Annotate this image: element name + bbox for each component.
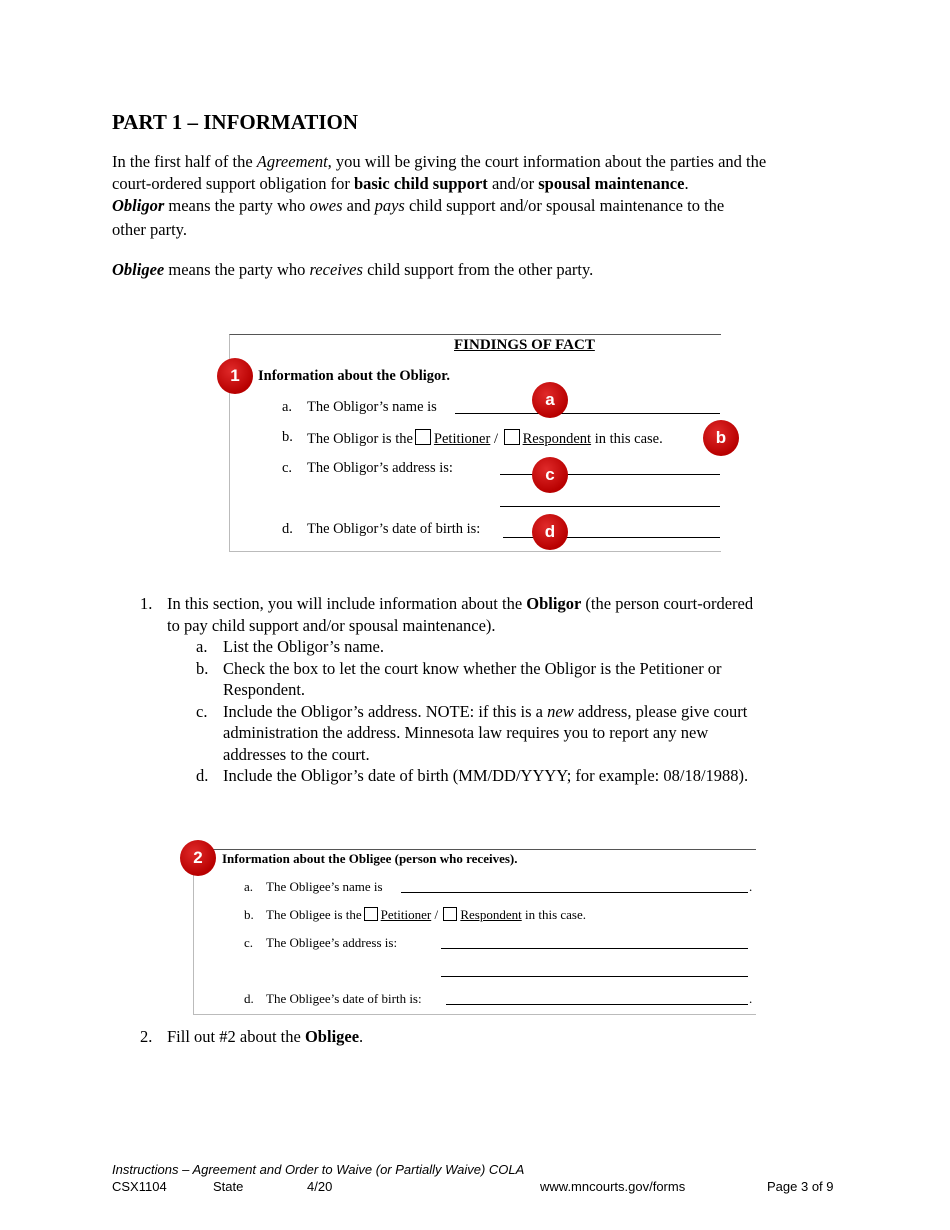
petitioner-label: Petitioner <box>380 907 432 922</box>
petitioner-checkbox <box>415 429 431 445</box>
receives-term: receives <box>309 260 363 279</box>
sub-item-label: c. <box>196 701 208 721</box>
footer-url: www.mncourts.gov/forms <box>540 1179 686 1194</box>
slash: / <box>431 907 442 922</box>
instruction-text: . <box>359 1027 364 1046</box>
pays-term: pays <box>374 196 405 215</box>
obligee-item-d-label: d. <box>244 991 254 1006</box>
instruction-1-line2: to pay child support and/or spousal maintenance). <box>167 615 496 635</box>
obligee-role-text: in this case. <box>521 907 586 922</box>
intro-text: and/or <box>487 174 539 193</box>
callout-badge-d: d <box>532 514 568 550</box>
petitioner-checkbox <box>364 907 378 921</box>
respondent-label: Respondent <box>522 431 592 447</box>
sub-item-c-text <box>223 701 747 723</box>
instruction-text: In this section, you will include information about the <box>167 594 527 613</box>
sub-item-b-text: Respondent. <box>223 680 306 699</box>
obligor-dob-label: The Obligor’s date of birth is: <box>307 521 481 537</box>
sub-item-label: b. <box>196 658 209 678</box>
intro-text: , you will be giving the court information about the parties and the <box>327 152 767 171</box>
obligor-address-label: The Obligor’s address is: <box>307 460 453 476</box>
definition-text: child support from the other party. <box>362 260 594 279</box>
obligor-section-title: Information about the Obligor. <box>258 368 451 384</box>
callout-badge-2: 2 <box>180 840 216 876</box>
period: . <box>749 991 753 1006</box>
period: . <box>749 879 753 894</box>
obligee-dob-label: The Obligee’s date of birth is: <box>266 991 422 1006</box>
obligee-role-row <box>266 907 586 923</box>
obligee-item-b-label: b. <box>244 907 254 922</box>
obligee-name-line <box>401 892 748 893</box>
callout-badge-1: 1 <box>217 358 253 394</box>
callout-badge-b: b <box>703 420 739 456</box>
obligor-name-label: The Obligor’s name is <box>307 399 437 415</box>
obligor-item-d-label: d. <box>282 521 293 537</box>
respondent-label: Respondent <box>460 907 522 922</box>
obligor-item-a-label: a. <box>282 399 293 415</box>
sub-item-d-text: Include the Obligor’s date of birth (MM/DD/YYYY; for example: 08/18/1988). <box>223 766 749 785</box>
page-title: PART 1 – INFORMATION <box>112 110 359 134</box>
obligee-address-label: The Obligee’s address is: <box>266 935 398 950</box>
obligor-role-row <box>307 429 663 448</box>
basic-child-support-term: basic child support <box>353 174 488 193</box>
obligee-name-label: The Obligee’s name is <box>266 879 383 894</box>
sub-item-c-text: addresses to the court. <box>223 744 370 764</box>
sub-item-b-text: Check the box to let the court know whether the Obligor is the Petitioner or <box>223 658 722 678</box>
obligee-bold: Obligee <box>304 1027 360 1046</box>
footer-jurisdiction: State <box>213 1179 244 1194</box>
obligor-item-c-label: c. <box>282 460 293 476</box>
definition-text: other party. <box>112 220 187 239</box>
obligor-term: Obligor <box>112 196 165 215</box>
owes-term: owes <box>309 196 343 215</box>
obligor-name-line <box>455 413 720 414</box>
intro-text: court-ordered support obligation for <box>112 174 354 193</box>
instruction-text: (the person court-ordered <box>581 594 754 613</box>
intro-text: In the first half of the <box>112 152 257 171</box>
footer-doc-title: Instructions – Agreement and Order to Waive (or Partially Waive) COLA <box>112 1162 525 1177</box>
agreement-term: Agreement <box>256 152 328 171</box>
findings-of-fact-heading: FINDINGS OF FACT <box>454 337 595 353</box>
petitioner-label: Petitioner <box>433 431 491 447</box>
spousal-maintenance-term: spousal maintenance <box>538 174 685 193</box>
new-term: new <box>547 701 574 721</box>
instruction-number: 1. <box>140 594 153 613</box>
respondent-checkbox <box>443 907 457 921</box>
obligee-definition <box>112 259 832 281</box>
obligee-item-c-label: c. <box>244 935 254 950</box>
obligor-address-line-2 <box>500 506 720 507</box>
obligee-role-text: The Obligee is the <box>266 907 362 922</box>
obligee-address-line-1 <box>441 948 748 949</box>
intro-paragraph <box>112 151 832 195</box>
definition-text: and <box>342 196 375 215</box>
footer-version: 4/20 <box>307 1179 333 1194</box>
obligor-role-text: in this case. <box>591 431 663 447</box>
obligor-definition <box>112 194 832 242</box>
obligor-item-b-label: b. <box>282 429 293 445</box>
obligee-item-a-label: a. <box>244 879 254 894</box>
obligor-role-text: The Obligor is the <box>307 431 413 447</box>
obligee-dob-line <box>446 1004 748 1005</box>
slash: / <box>490 431 502 447</box>
intro-text: . <box>684 174 689 193</box>
obligee-section-title: Information about the Obligee (person who receives). <box>222 851 518 866</box>
definition-text: means the party who <box>164 196 310 215</box>
footer-page-number: Page 3 of 9 <box>767 1179 834 1194</box>
instruction-text: Fill out #2 about the <box>167 1027 305 1046</box>
instruction-2-text <box>167 1026 363 1048</box>
instruction-1-line1 <box>167 593 753 615</box>
definition-text: means the party who <box>164 260 310 279</box>
sub-item-c-text: administration the address. Minnesota law requires you to report any new <box>223 723 709 742</box>
callout-badge-c: c <box>532 457 568 493</box>
sub-item-label: a. <box>196 637 208 656</box>
definition-text: child support and/or spousal maintenance to the <box>404 196 725 215</box>
respondent-checkbox <box>504 429 520 445</box>
obligor-bold: Obligor <box>526 594 582 613</box>
obligee-address-line-2 <box>441 976 748 977</box>
obligee-term: Obligee <box>112 260 165 279</box>
instruction-number: 2. <box>140 1027 153 1046</box>
sub-item-a-text: List the Obligor’s name. <box>223 637 385 656</box>
instruction-text: address, please give court <box>573 701 748 721</box>
instruction-text: Include the Obligor’s address. NOTE: if this is a <box>223 701 548 721</box>
footer-form-code: CSX1104 <box>112 1179 167 1194</box>
sub-item-label: d. <box>196 766 209 785</box>
callout-badge-a: a <box>532 382 568 418</box>
